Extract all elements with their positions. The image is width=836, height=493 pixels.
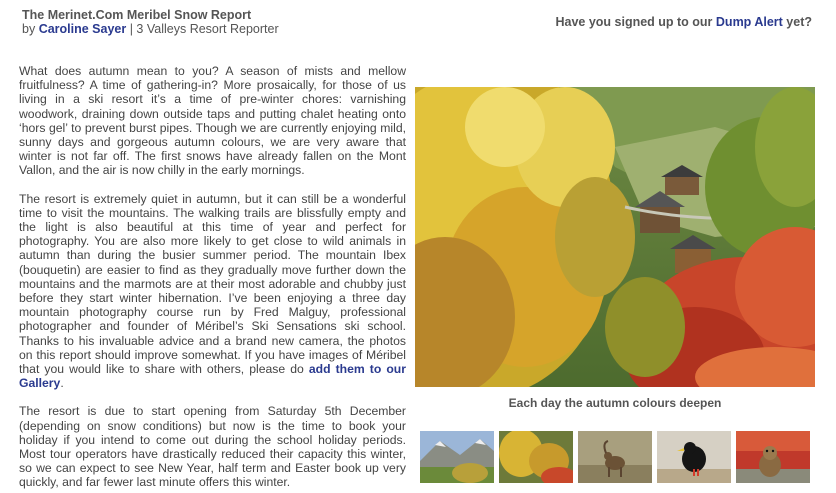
autumn-trees-image bbox=[499, 431, 573, 483]
article-paragraph-1: What does autumn mean to you? A season of mists and mellow fruitfulness? A time of gathering-in? More prosaically, for those of us living in a ski resort it’s a time of pre-winter chores: varnishing woodwork, draining down outside taps and putting chalet heating onto ‘hors gel’ to prevent burst pipes. Though we are currently enjoying mild, sunny days and gorgeous autumn colours, we are very aware that winter is not far off. The first snows have already fallen on the Mont Vallon, and the air is now chilly in the early mornings. bbox=[19, 64, 406, 178]
mountain-view-image bbox=[420, 431, 494, 483]
gallery-link[interactable]: add them to our Gallery bbox=[19, 362, 406, 391]
paragraph-2-text: The resort is extremely quiet in autumn, but it can still be a wonderful time to visit the mountains. The walking trails are blissfully empty and the light is also beautiful at this time of year and perfect for photography. You are also more likely to get close to wild animals in autumn than during the busier summer period. The mountain Ibex (bouquetin) are easier to find as they gradually move further down the mountains and the marmots are at their most adorable and chubby just before they start winter hibernation. I’ve been enjoying a three day mountain photography course run by Fred Malguy, professional photographer and founder of Méribel’s Ski Sensations ski school. Thanks to his invaluable advice and a brand new camera, the photos on this report should improve somewhat. If you have images of Méribel that you would like to share with others, please do bbox=[19, 191, 406, 377]
byline bbox=[22, 22, 279, 36]
dump-alert-prefix: Have you signed up to our bbox=[555, 15, 716, 29]
thumbnail-marmot[interactable] bbox=[736, 431, 810, 483]
paragraph-2-end: . bbox=[60, 376, 64, 391]
article-paragraph-2 bbox=[19, 192, 406, 391]
dump-alert-suffix: yet? bbox=[782, 15, 812, 29]
main-photo bbox=[415, 87, 815, 387]
thumbnail-chough-bird[interactable] bbox=[657, 431, 731, 483]
autumn-valley-image bbox=[415, 87, 815, 387]
ibex-image bbox=[578, 431, 652, 483]
thumbnail-ibex[interactable] bbox=[578, 431, 652, 483]
byline-prefix: by bbox=[22, 22, 39, 36]
photo-caption: Each day the autumn colours deepen bbox=[508, 396, 722, 410]
article-paragraph-3: The resort is due to start opening from Saturday 5th December (depending on snow conditions) but now is the time to book your holiday if you intend to come out during the school holiday periods. Most tour operators have drastically reduced their capacity this winter, so we can expect to see New Year, half term and Easter book up very quickly, and far fewer last minute offers this winter. bbox=[19, 404, 406, 490]
author-link[interactable]: Caroline Sayer bbox=[38, 22, 127, 36]
thumbnail-mountain-view[interactable] bbox=[420, 431, 494, 483]
article-body bbox=[19, 64, 406, 493]
dump-alert-banner bbox=[555, 15, 812, 29]
marmot-image bbox=[736, 431, 810, 483]
chough-bird-image bbox=[657, 431, 731, 483]
byline-role: | 3 Valleys Resort Reporter bbox=[126, 22, 279, 36]
report-title: The Merinet.Com Meribel Snow Report bbox=[22, 8, 252, 22]
thumbnail-autumn-trees[interactable] bbox=[499, 431, 573, 483]
thumbnail-strip bbox=[420, 431, 820, 483]
dump-alert-link[interactable]: Dump Alert bbox=[715, 15, 783, 29]
